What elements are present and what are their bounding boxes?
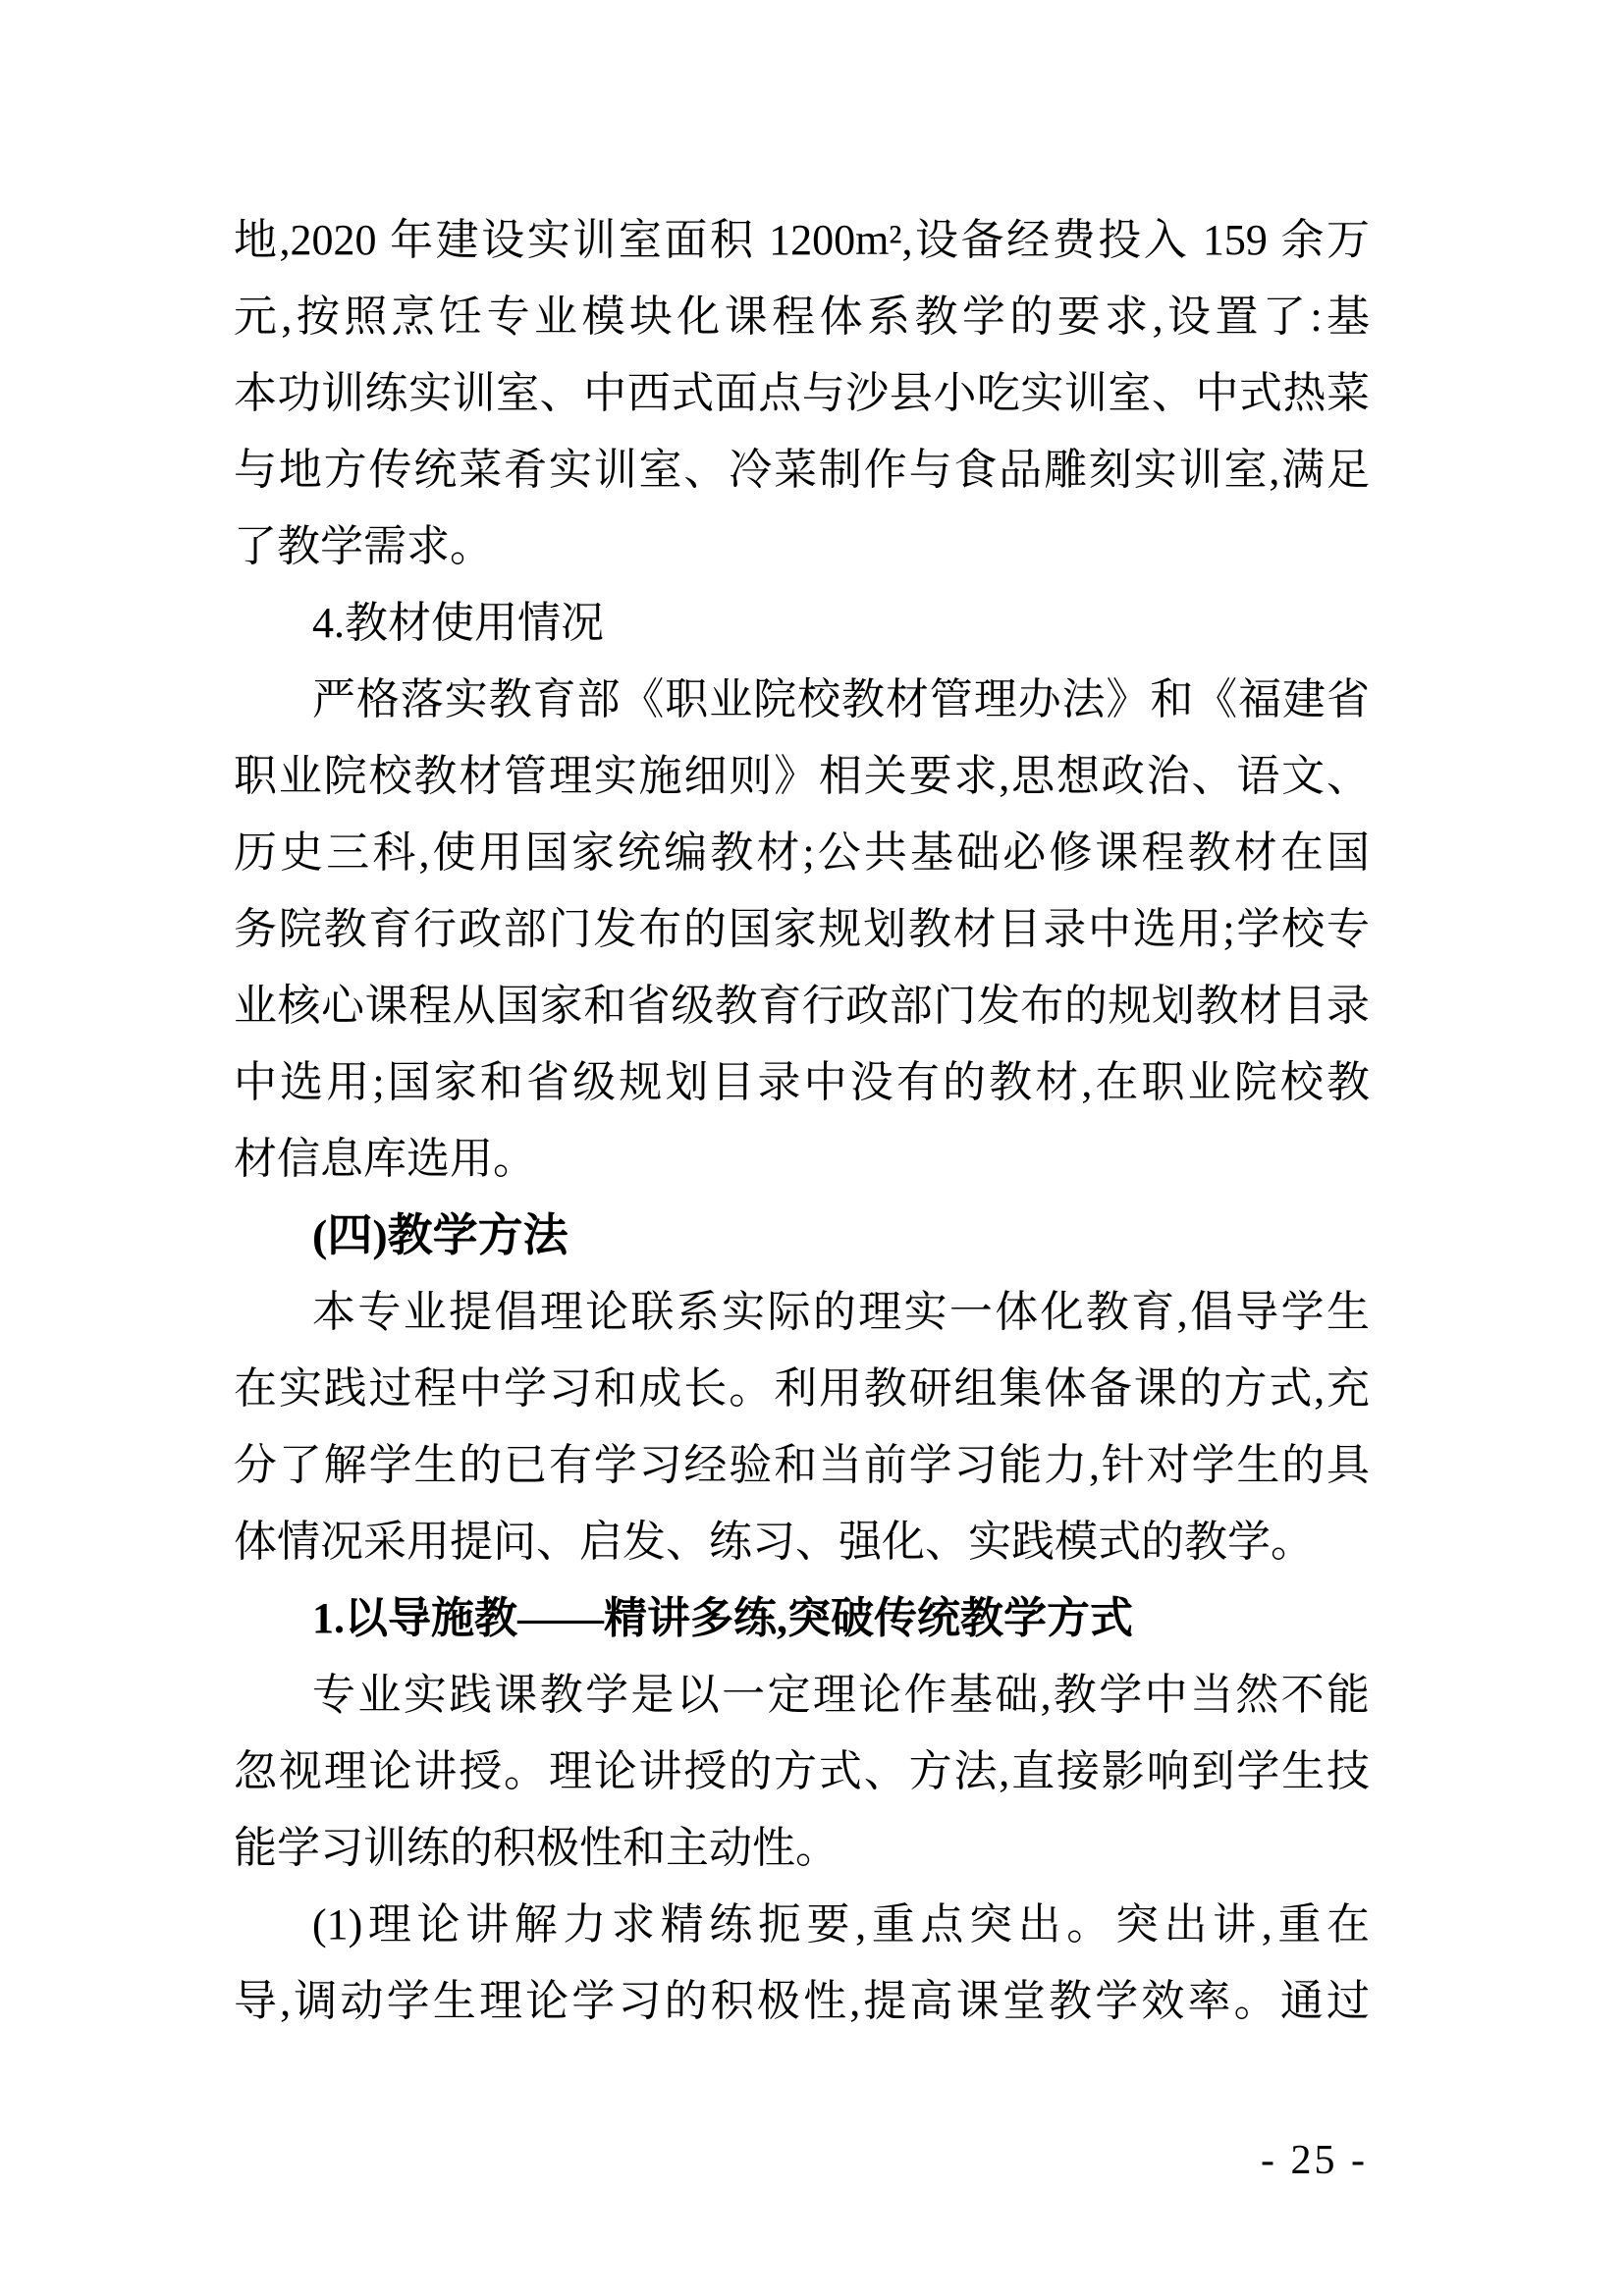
body-line: 了教学需求。: [234, 522, 493, 570]
body-line: 严格落实教育部《职业院校教材管理办法》和《福建省: [312, 675, 1370, 723]
body-line: (1)理论讲解力求精练扼要,重点突出。突出讲,重在: [312, 1900, 1370, 1949]
body-line: 导,调动学生理论学习的积极性,提高课堂教学效率。通过: [234, 1977, 1370, 2025]
body-line: 务院教育行政部门发布的国家规划教材目录中选用;学校专: [234, 905, 1370, 953]
body-line: 业核心课程从国家和省级教育行政部门发布的规划教材目录: [234, 982, 1370, 1030]
subsection-heading-line: 1.以导施教——精讲多练,突破传统教学方式: [312, 1594, 1133, 1642]
body-line: 元,按照烹饪专业模块化课程体系教学的要求,设置了:基: [234, 293, 1370, 341]
body-line: 专业实践课教学是以一定理论作基础,教学中当然不能: [312, 1671, 1370, 1719]
body-line: 本专业提倡理论联系实际的理实一体化教育,倡导学生: [312, 1288, 1370, 1336]
body-line: 分了解学生的已有学习经验和当前学习能力,针对学生的具: [234, 1441, 1370, 1489]
body-line: 本功训练实训室、中西式面点与沙县小吃实训室、中式热菜: [234, 369, 1370, 417]
body-line: 地,2020 年建设实训室面积 1200m²,设备经费投入 159 余万: [234, 216, 1370, 264]
body-line: 与地方传统菜肴实训室、冷菜制作与食品雕刻实训室,满足: [234, 446, 1370, 494]
body-line: 中选用;国家和省级规划目录中没有的教材,在职业院校教: [234, 1058, 1370, 1106]
body-line: 在实践过程中学习和成长。利用教研组集体备课的方式,充: [234, 1364, 1370, 1413]
body-line: 体情况采用提问、启发、练习、强化、实践模式的教学。: [234, 1518, 1314, 1566]
document-body: [234, 202, 1370, 2185]
section-heading-line: (四)教学方法: [312, 1210, 568, 1260]
body-line: 材信息库选用。: [234, 1135, 536, 1183]
body-line: 忽视理论讲授。理论讲授的方式、方法,直接影响到学生技: [234, 1747, 1370, 1795]
page-number: - 25 -: [1261, 2138, 1368, 2183]
item-heading-line: 4.教材使用情况: [312, 599, 604, 647]
body-line: 职业院校教材管理实施细则》相关要求,思想政治、语文、: [234, 752, 1370, 800]
body-line: 历史三科,使用国家统编教材;公共基础必修课程教材在国: [234, 828, 1370, 877]
body-line: 能学习训练的积极性和主动性。: [234, 1824, 839, 1872]
